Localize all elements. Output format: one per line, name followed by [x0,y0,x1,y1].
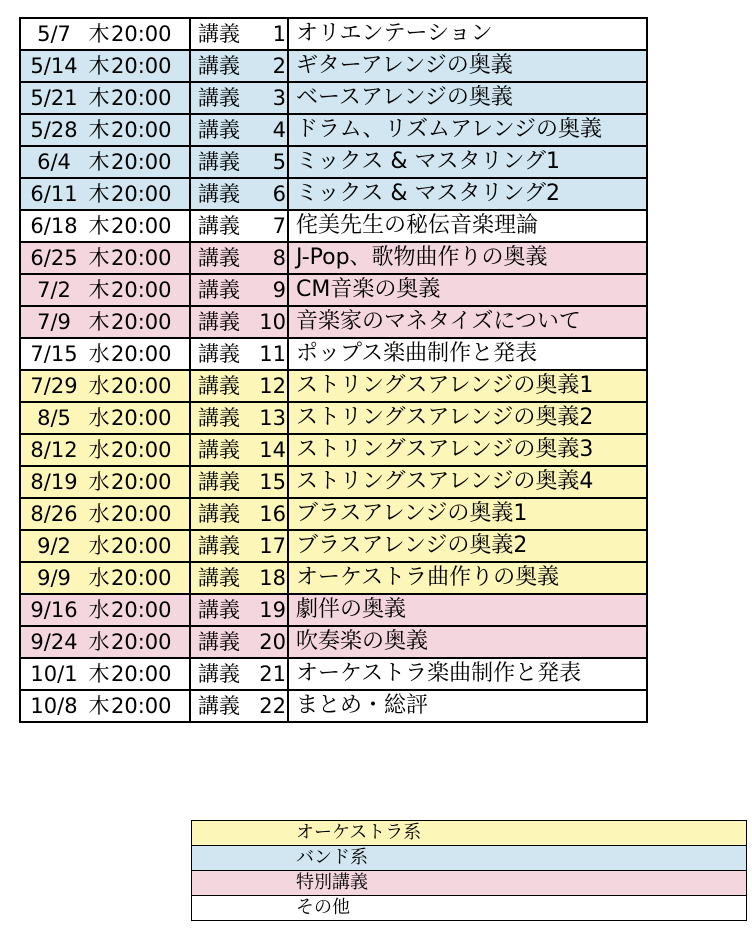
lecture-title: 劇伴の奥義 [288,594,647,626]
lecture-date: 10/8 [30,694,78,718]
date-cell [20,274,190,306]
lecture-number-cell [190,178,288,210]
lecture-weekday: 木 [88,310,110,334]
lecture-label: 講義 [198,182,240,206]
lecture-label: 講義 [198,118,240,142]
lecture-number: 21 [259,662,286,686]
lecture-time: 20:00 [111,662,172,686]
lecture-label: 講義 [198,150,240,174]
lecture-label: 講義 [198,246,240,270]
schedule-row [20,690,647,722]
schedule-row [20,146,647,178]
schedule-row [20,434,647,466]
lecture-weekday: 木 [88,150,110,174]
lecture-label: 講義 [198,438,240,462]
lecture-title: ストリングスアレンジの奥義4 [288,466,647,498]
lecture-time: 20:00 [111,630,172,654]
lecture-number-cell [190,594,288,626]
schedule-row [20,338,647,370]
schedule-row [20,274,647,306]
lecture-date: 5/7 [37,22,71,46]
lecture-title: ドラム、リズムアレンジの奥義 [288,114,647,146]
lecture-time: 20:00 [111,182,172,206]
date-cell [20,178,190,210]
date-cell [20,146,190,178]
lecture-title: ベースアレンジの奥義 [288,82,647,114]
lecture-time: 20:00 [111,278,172,302]
lecture-number-cell [190,82,288,114]
schedule-row [20,18,647,50]
lecture-weekday: 木 [88,182,110,206]
lecture-date: 7/9 [37,310,71,334]
lecture-title: ストリングスアレンジの奥義2 [288,402,647,434]
lecture-label: 講義 [198,310,240,334]
lecture-weekday: 水 [88,502,110,526]
lecture-number: 6 [272,182,286,206]
lecture-date: 5/21 [30,86,78,110]
lecture-time: 20:00 [111,502,172,526]
lecture-number: 7 [272,214,286,238]
date-cell [20,530,190,562]
legend-label-orchestra: オーケストラ系 [192,821,747,846]
lecture-label: 講義 [198,406,240,430]
lecture-label: 講義 [198,598,240,622]
lecture-title: 吹奏楽の奥義 [288,626,647,658]
lecture-number-cell [190,114,288,146]
lecture-title: ブラスアレンジの奥義2 [288,530,647,562]
lecture-time: 20:00 [111,310,172,334]
lecture-date: 10/1 [30,662,78,686]
lecture-time: 20:00 [111,598,172,622]
lecture-title: オリエンテーション [288,18,647,50]
legend-row [192,821,747,846]
lecture-date: 7/2 [37,278,71,302]
lecture-label: 講義 [198,278,240,302]
lecture-time: 20:00 [111,150,172,174]
lecture-number-cell [190,434,288,466]
lecture-label: 講義 [198,214,240,238]
schedule-body [20,18,647,722]
lecture-number-cell [190,306,288,338]
lecture-date: 7/29 [30,374,78,398]
date-cell [20,18,190,50]
lecture-title: ミックス & マスタリング2 [288,178,647,210]
date-cell [20,306,190,338]
lecture-date: 9/2 [37,534,71,558]
lecture-number: 20 [259,630,286,654]
lecture-date: 8/5 [37,406,71,430]
lecture-number-cell [190,466,288,498]
date-cell [20,242,190,274]
legend-row [192,896,747,921]
lecture-number: 15 [259,470,286,494]
lecture-date: 7/15 [30,342,78,366]
lecture-number-cell [190,690,288,722]
schedule-row [20,82,647,114]
lecture-time: 20:00 [111,54,172,78]
lecture-time: 20:00 [111,246,172,270]
lecture-label: 講義 [198,86,240,110]
schedule-row [20,178,647,210]
lecture-weekday: 水 [88,630,110,654]
lecture-time: 20:00 [111,534,172,558]
lecture-number: 18 [259,566,286,590]
lecture-number-cell [190,498,288,530]
lecture-title: ポップス楽曲制作と発表 [288,338,647,370]
lecture-title: オーケストラ曲作りの奥義 [288,562,647,594]
lecture-title: ギターアレンジの奥義 [288,50,647,82]
date-cell [20,82,190,114]
lecture-number-cell [190,562,288,594]
legend-row [192,846,747,871]
schedule-row [20,210,647,242]
lecture-time: 20:00 [111,694,172,718]
legend-row [192,871,747,896]
date-cell [20,50,190,82]
lecture-date: 9/24 [30,630,78,654]
schedule-row [20,530,647,562]
lecture-weekday: 水 [88,598,110,622]
lecture-date: 9/9 [37,566,71,590]
date-cell [20,402,190,434]
lecture-title: ミックス & マスタリング1 [288,146,647,178]
lecture-number-cell [190,146,288,178]
lecture-title: ストリングスアレンジの奥義1 [288,370,647,402]
lecture-date: 8/19 [30,470,78,494]
lecture-number: 12 [259,374,286,398]
schedule-row [20,114,647,146]
schedule-row [20,466,647,498]
lecture-weekday: 木 [88,54,110,78]
date-cell [20,562,190,594]
schedule-row [20,242,647,274]
date-cell [20,498,190,530]
lecture-number-cell [190,658,288,690]
lecture-time: 20:00 [111,214,172,238]
lecture-label: 講義 [198,534,240,558]
date-cell [20,690,190,722]
lecture-label: 講義 [198,22,240,46]
lecture-date: 8/12 [30,438,78,462]
lecture-weekday: 木 [88,22,110,46]
lecture-number: 1 [272,22,286,46]
lecture-number: 4 [272,118,286,142]
lecture-title: J-Pop、歌物曲作りの奥義 [288,242,647,274]
lecture-date: 6/4 [37,150,71,174]
lecture-number: 11 [259,342,286,366]
date-cell [20,370,190,402]
lecture-title: ブラスアレンジの奥義1 [288,498,647,530]
date-cell [20,658,190,690]
lecture-weekday: 水 [88,438,110,462]
date-cell [20,114,190,146]
lecture-number: 16 [259,502,286,526]
schedule-row [20,594,647,626]
lecture-title: 音楽家のマネタイズについて [288,306,647,338]
lecture-number-cell [190,370,288,402]
lecture-title: CM音楽の奥義 [288,274,647,306]
lecture-number: 9 [272,278,286,302]
lecture-weekday: 木 [88,246,110,270]
schedule-row [20,370,647,402]
lecture-weekday: 水 [88,342,110,366]
lecture-label: 講義 [198,374,240,398]
lecture-number-cell [190,242,288,274]
lecture-date: 6/11 [30,182,78,206]
date-cell [20,210,190,242]
lecture-weekday: 木 [88,118,110,142]
lecture-number-cell [190,530,288,562]
lecture-time: 20:00 [111,470,172,494]
lecture-number: 19 [259,598,286,622]
lecture-number-cell [190,210,288,242]
lecture-number: 8 [272,246,286,270]
date-cell [20,338,190,370]
lecture-number-cell [190,18,288,50]
lecture-time: 20:00 [111,566,172,590]
lecture-label: 講義 [198,566,240,590]
lecture-weekday: 木 [88,214,110,238]
date-cell [20,434,190,466]
lecture-weekday: 水 [88,374,110,398]
lecture-weekday: 木 [88,86,110,110]
legend-body [192,821,747,921]
lecture-label: 講義 [198,502,240,526]
lecture-weekday: 水 [88,406,110,430]
lecture-date: 8/26 [30,502,78,526]
lecture-weekday: 水 [88,566,110,590]
lecture-label: 講義 [198,662,240,686]
date-cell [20,466,190,498]
legend-label-special: 特別講義 [192,871,747,896]
lecture-weekday: 水 [88,534,110,558]
lecture-number-cell [190,626,288,658]
lecture-number: 13 [259,406,286,430]
lecture-time: 20:00 [111,438,172,462]
legend-label-other: その他 [192,896,747,921]
lecture-number: 5 [272,150,286,174]
lecture-weekday: 木 [88,278,110,302]
schedule-row [20,306,647,338]
lecture-number-cell [190,50,288,82]
lecture-time: 20:00 [111,406,172,430]
date-cell [20,626,190,658]
lecture-title: オーケストラ楽曲制作と発表 [288,658,647,690]
lecture-time: 20:00 [111,22,172,46]
schedule-row [20,626,647,658]
lecture-time: 20:00 [111,374,172,398]
schedule-row [20,50,647,82]
schedule-row [20,562,647,594]
schedule-row [20,498,647,530]
lecture-number: 3 [272,86,286,110]
lecture-number: 10 [259,310,286,334]
lecture-time: 20:00 [111,342,172,366]
lecture-title: 侘美先生の秘伝音楽理論 [288,210,647,242]
schedule-row [20,658,647,690]
lecture-date: 6/25 [30,246,78,270]
lecture-label: 講義 [198,54,240,78]
lecture-date: 9/16 [30,598,78,622]
lecture-title: まとめ・総評 [288,690,647,722]
legend-label-band: バンド系 [192,846,747,871]
lecture-number-cell [190,402,288,434]
lecture-label: 講義 [198,630,240,654]
date-cell [20,594,190,626]
lecture-weekday: 木 [88,694,110,718]
lecture-time: 20:00 [111,86,172,110]
lecture-label: 講義 [198,470,240,494]
lecture-date: 6/18 [30,214,78,238]
lecture-number: 14 [259,438,286,462]
lecture-label: 講義 [198,342,240,366]
lecture-number: 22 [259,694,286,718]
lecture-label: 講義 [198,694,240,718]
lecture-weekday: 木 [88,662,110,686]
lecture-number-cell [190,338,288,370]
lecture-schedule-table [19,17,648,723]
category-legend [191,820,747,921]
lecture-weekday: 水 [88,470,110,494]
lecture-date: 5/14 [30,54,78,78]
lecture-number-cell [190,274,288,306]
schedule-row [20,402,647,434]
lecture-date: 5/28 [30,118,78,142]
lecture-number: 17 [259,534,286,558]
lecture-title: ストリングスアレンジの奥義3 [288,434,647,466]
lecture-number: 2 [272,54,286,78]
lecture-time: 20:00 [111,118,172,142]
